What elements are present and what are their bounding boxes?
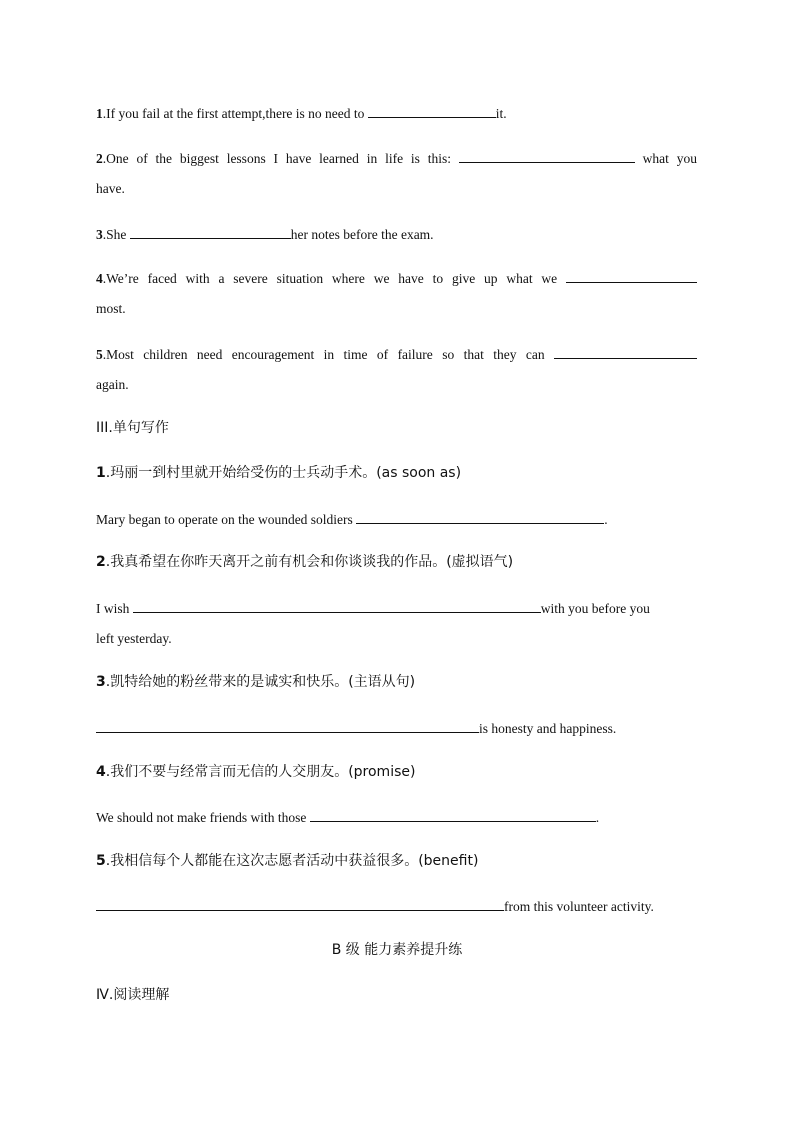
answer-blank[interactable] xyxy=(310,808,596,822)
item-number: 3 xyxy=(96,227,103,242)
sentence-1-answer xyxy=(96,510,608,529)
fill-in-item-4-continuation: most. xyxy=(96,301,126,316)
item-text: .One of the biggest lessons I have learned in life is this: xyxy=(102,151,459,166)
answer-blank[interactable] xyxy=(133,599,541,613)
item-number: 5 xyxy=(96,347,103,362)
sentence-4-answer xyxy=(96,808,599,827)
item-text: .She xyxy=(102,227,130,242)
answer-blank[interactable] xyxy=(96,719,479,733)
item-text: .Most children need encouragement in time of failure so that they can xyxy=(102,347,554,362)
fill-in-item-1 xyxy=(96,104,507,123)
sentence-2-continuation: left yesterday. xyxy=(96,631,172,646)
answer-lead: We should not make friends with those xyxy=(96,810,310,825)
answer-blank[interactable] xyxy=(554,345,697,359)
fill-in-item-5 xyxy=(96,345,697,364)
sentence-3-answer xyxy=(96,719,616,738)
sentence-5-answer xyxy=(96,897,654,916)
item-number: 2 xyxy=(96,151,103,166)
item-number: 4 xyxy=(96,271,103,286)
answer-lead: I wish xyxy=(96,601,133,616)
item-number: 1 xyxy=(96,106,103,121)
prompt-text: .我相信每个人都能在这次志愿者活动中获益很多。(benefit) xyxy=(105,853,479,869)
fill-in-item-3 xyxy=(96,225,434,244)
item-text: .If you fail at the first attempt,there is no need to xyxy=(102,106,368,121)
item-text-end: what you xyxy=(634,151,697,166)
answer-end: with you before you xyxy=(540,601,650,616)
sentence-1-prompt xyxy=(96,464,461,482)
item-text-end: her notes before the exam. xyxy=(290,227,434,242)
section-4-heading: Ⅳ.阅读理解 xyxy=(96,987,170,1003)
fill-in-item-2 xyxy=(96,149,697,168)
answer-end: from this volunteer activity. xyxy=(504,899,654,914)
sentence-2-prompt xyxy=(96,553,513,571)
answer-blank[interactable] xyxy=(566,269,697,283)
level-b-heading: B 级 能力素养提升练 xyxy=(331,942,463,958)
item-text: .We’re faced with a severe situation where we have to give up what we xyxy=(102,271,566,286)
answer-blank[interactable] xyxy=(130,225,291,239)
sentence-4-prompt xyxy=(96,763,415,781)
item-number: 5 xyxy=(96,853,106,869)
sentence-3-prompt xyxy=(96,673,415,691)
answer-blank[interactable] xyxy=(459,149,635,163)
prompt-text: .我们不要与经常言而无信的人交朋友。(promise) xyxy=(105,764,416,780)
sentence-5-prompt xyxy=(96,852,478,870)
item-number: 2 xyxy=(96,554,106,570)
answer-end: is honesty and happiness. xyxy=(479,721,617,736)
prompt-text: .我真希望在你昨天离开之前有机会和你谈谈我的作品。(虚拟语气) xyxy=(105,554,514,570)
sentence-2-answer xyxy=(96,599,650,618)
answer-blank[interactable] xyxy=(96,897,504,911)
fill-in-item-2-continuation: have. xyxy=(96,181,125,196)
prompt-text: .玛丽一到村里就开始给受伤的士兵动手术。(as soon as) xyxy=(105,465,462,481)
answer-end: . xyxy=(595,810,600,825)
item-number: 1 xyxy=(96,465,106,481)
fill-in-item-4 xyxy=(96,269,697,288)
answer-blank[interactable] xyxy=(356,510,604,524)
section-3-heading: III.单句写作 xyxy=(96,420,169,436)
fill-in-item-5-continuation: again. xyxy=(96,377,129,392)
answer-lead: Mary began to operate on the wounded soldiers xyxy=(96,512,357,527)
item-number: 4 xyxy=(96,764,106,780)
prompt-text: .凯特给她的粉丝带来的是诚实和快乐。(主语从句) xyxy=(105,674,416,690)
answer-end: . xyxy=(604,512,608,527)
item-text-end: it. xyxy=(495,106,507,121)
answer-blank[interactable] xyxy=(368,104,496,118)
item-number: 3 xyxy=(96,674,106,690)
